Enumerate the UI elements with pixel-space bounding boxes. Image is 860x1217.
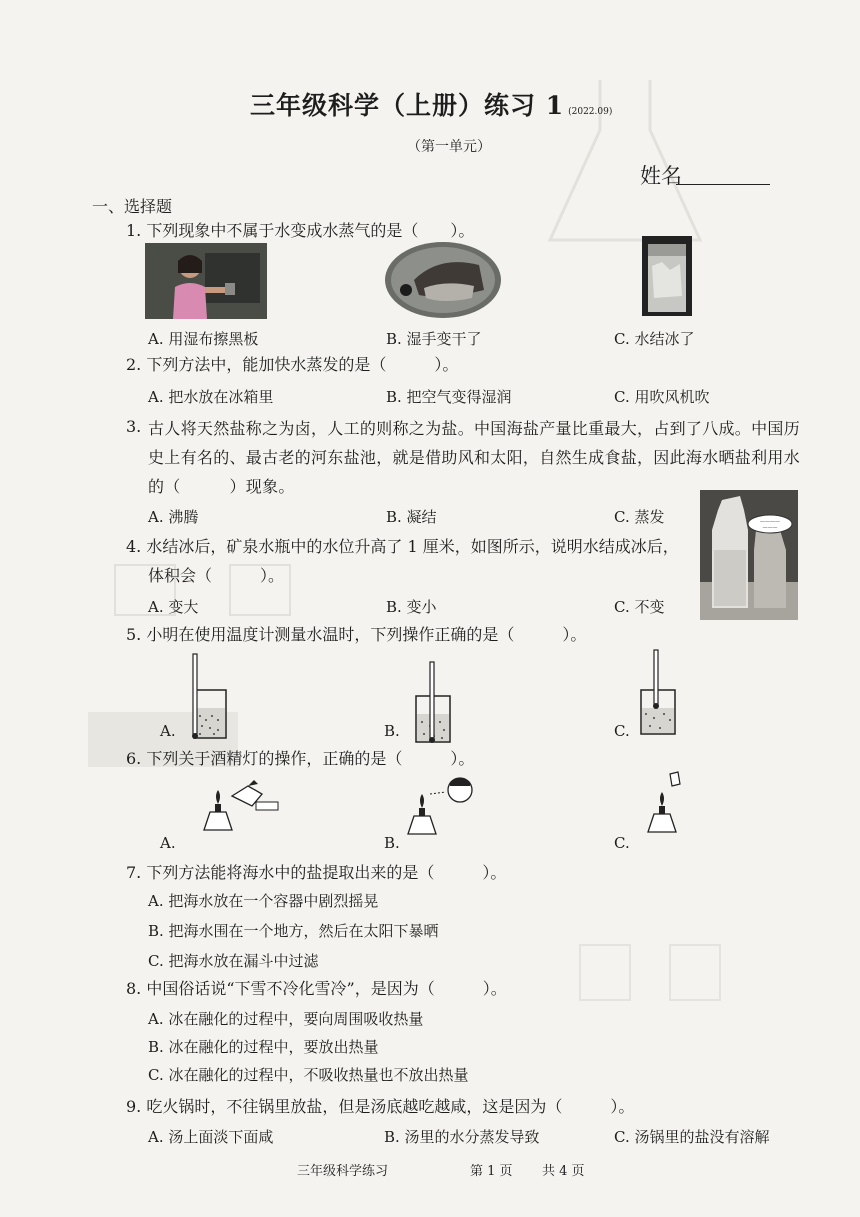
question-6 bbox=[126, 746, 474, 772]
q5-option-c[interactable]: C. bbox=[614, 722, 630, 740]
q4-option-c[interactable]: C. 不变 bbox=[614, 598, 665, 616]
question-text: 小明在使用温度计测量水温时，下列操作正确的是（ ）。 bbox=[146, 625, 587, 644]
photo-wet-hand bbox=[384, 240, 502, 320]
question-text: 水结冰后，矿泉水瓶中的水位升高了 1 厘米，如图所示，说明水结成冰后， bbox=[146, 537, 679, 556]
q5-option-a[interactable]: A. bbox=[160, 722, 176, 740]
alcohol-lamp-a-icon bbox=[196, 776, 280, 832]
alcohol-lamp-c-icon bbox=[644, 770, 684, 836]
q2-option-b[interactable]: B. 把空气变得湿润 bbox=[386, 388, 512, 406]
question-8 bbox=[126, 976, 507, 1002]
q4-option-a[interactable]: A. 变大 bbox=[148, 598, 199, 616]
q6-option-b[interactable]: B. bbox=[384, 834, 400, 852]
question-7 bbox=[126, 860, 506, 886]
q8-option-c[interactable]: C. 冰在融化的过程中，不吸收热量也不放出热量 bbox=[148, 1066, 469, 1084]
q9-option-b[interactable]: B. 汤里的水分蒸发导致 bbox=[384, 1128, 540, 1146]
photo-girl-cleaning-blackboard bbox=[145, 243, 267, 319]
question-number: 9. bbox=[126, 1097, 142, 1116]
q1-option-b[interactable]: B. 湿手变干了 bbox=[386, 330, 482, 348]
thermometer-in-beaker-a bbox=[188, 650, 232, 742]
question-number: 2. bbox=[126, 355, 142, 374]
question-4 bbox=[126, 534, 679, 560]
q7-option-b[interactable]: B. 把海水围在一个地方，然后在太阳下暴晒 bbox=[148, 922, 439, 940]
name-blank-line[interactable] bbox=[676, 184, 770, 185]
question-text: 下列关于酒精灯的操作，正确的是（ ）。 bbox=[146, 749, 475, 768]
title-date: (2022.09) bbox=[568, 107, 613, 117]
question-number: 4. bbox=[126, 537, 142, 556]
alcohol-lamp-b-icon bbox=[400, 776, 484, 838]
q3-option-a[interactable]: A. 沸腾 bbox=[148, 508, 199, 526]
question-number: 7. bbox=[126, 863, 142, 882]
question-text: 下列方法中，能加快水蒸发的是（ ）。 bbox=[146, 355, 459, 374]
q4-option-b[interactable]: B. 变小 bbox=[386, 598, 437, 616]
thermometer-in-beaker-c bbox=[636, 648, 680, 738]
q3-option-b[interactable]: B. 凝结 bbox=[386, 508, 437, 526]
svg-text:————: ———— bbox=[760, 519, 780, 525]
photo-frozen-water-bottle bbox=[700, 490, 798, 620]
q7-option-a[interactable]: A. 把海水放在一个容器中剧烈摇晃 bbox=[148, 892, 379, 910]
question-2 bbox=[126, 352, 458, 378]
svg-text:———: ——— bbox=[762, 525, 778, 531]
q9-option-a[interactable]: A. 汤上面淡下面咸 bbox=[148, 1128, 274, 1146]
q1-option-a[interactable]: A. 用湿布擦黑板 bbox=[148, 330, 259, 348]
question-3-text: 古人将天然盐称之为卤，人工的则称之为盐。中国海盐产量比重最大，占到了八成。中国历史上有名的、最古老的河东盐池，就是借助风和太阳，自然生成食盐，因此海水晒盐利用水的（ ）现象。 bbox=[148, 419, 801, 496]
q2-option-c[interactable]: C. 用吹风机吹 bbox=[614, 388, 710, 406]
q9-option-c[interactable]: C. 汤锅里的盐没有溶解 bbox=[614, 1128, 770, 1146]
q3-option-c[interactable]: C. 蒸发 bbox=[614, 508, 665, 526]
ghost-cups-icon bbox=[560, 930, 780, 1010]
footer-total-pages: 共 4 页 bbox=[542, 1164, 585, 1179]
thermometer-in-beaker-b bbox=[412, 660, 456, 746]
q8-option-b[interactable]: B. 冰在融化的过程中，要放出热量 bbox=[148, 1038, 379, 1056]
page-title bbox=[250, 86, 612, 122]
q5-option-b[interactable]: B. bbox=[384, 722, 400, 740]
question-9 bbox=[126, 1094, 634, 1120]
section-title: 一、选择题 bbox=[92, 197, 173, 216]
question-text: 下列现象中不属于水变成水蒸气的是（ ）。 bbox=[146, 221, 475, 240]
question-5 bbox=[126, 622, 586, 648]
q6-option-a[interactable]: A. bbox=[160, 834, 176, 852]
question-text: 下列方法能将海水中的盐提取出来的是（ ）。 bbox=[146, 863, 507, 882]
question-number: 1. bbox=[126, 221, 142, 240]
question-text: 吃火锅时，不往锅里放盐，但是汤底越吃越咸，这是因为（ ）。 bbox=[146, 1097, 635, 1116]
question-text: 中国俗话说“下雪不冷化雪冷”，是因为（ ）。 bbox=[146, 979, 507, 998]
q7-option-c[interactable]: C. 把海水放在漏斗中过滤 bbox=[148, 952, 319, 970]
unit-subtitle: （第一单元） bbox=[407, 139, 491, 155]
footer-title: 三年级科学练习 bbox=[297, 1164, 389, 1179]
name-label: 姓名 bbox=[640, 164, 682, 188]
title-text: 三年级科学（上册）练习 1 bbox=[250, 91, 565, 120]
q8-option-a[interactable]: A. 冰在融化的过程中，要向周围吸收热量 bbox=[148, 1010, 424, 1028]
q2-option-a[interactable]: A. 把水放在冰箱里 bbox=[148, 388, 274, 406]
question-4-line-2: 体积会（ ）。 bbox=[148, 566, 285, 585]
question-3-number: 3. bbox=[126, 417, 142, 436]
question-number: 8. bbox=[126, 979, 142, 998]
q1-option-c[interactable]: C. 水结冰了 bbox=[614, 330, 695, 348]
footer-page-number: 第 1 页 bbox=[470, 1164, 513, 1179]
question-number: 6. bbox=[126, 749, 142, 768]
photo-frozen-water-glass bbox=[642, 236, 692, 316]
q6-option-c[interactable]: C. bbox=[614, 834, 630, 852]
question-number: 5. bbox=[126, 625, 142, 644]
